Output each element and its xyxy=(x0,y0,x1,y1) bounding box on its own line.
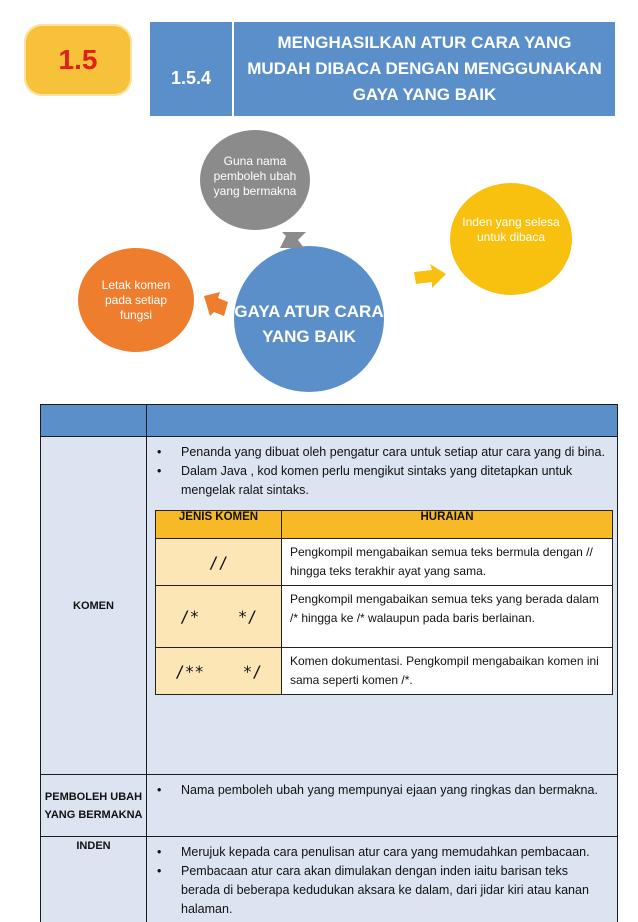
table-header-cell xyxy=(147,405,618,437)
comment-description: Komen dokumentasi. Pengkompil mengabaikan komen ini sama seperti komen /*. xyxy=(282,648,613,695)
table-row-inden xyxy=(41,837,618,922)
list-item: • Dalam Java , kod komen perlu mengikut sintaks yang ditetapkan untuk mengelak ralat sintaks. xyxy=(155,462,607,500)
bullet-list xyxy=(147,437,617,506)
inner-header-cell: HURAIAN xyxy=(282,511,613,539)
section-badge-label: 1.5 xyxy=(58,44,98,75)
inner-row xyxy=(156,539,613,586)
bullet-list xyxy=(147,837,617,922)
inner-header-row xyxy=(156,511,613,539)
comment-description: Pengkompil mengabaikan semua teks bermula dengan // hingga teks terakhir ayat yang sama. xyxy=(282,539,613,586)
inner-row xyxy=(156,586,613,648)
header-bar xyxy=(150,22,615,116)
table-row-variables xyxy=(41,775,618,837)
list-item: • Pembacaan atur cara akan dimulakan dengan inden iaitu barisan teks berada di beberapa kedudukan aksara ke dalam, dari jidar kiri atau kanan halaman. xyxy=(155,862,607,919)
comment-symbol: /* */ xyxy=(156,586,282,648)
bubble-center-good-style: GAYA ATUR CARA YANG BAIK xyxy=(234,246,384,392)
list-item: • Merujuk kepada cara penulisan atur cara yang memudahkan pembacaan. xyxy=(155,843,607,862)
style-table xyxy=(40,404,618,922)
bubble-indentation: Inden yang selesa untuk dibaca xyxy=(450,183,572,295)
arrow-right-icon xyxy=(412,262,448,290)
comment-symbol: // xyxy=(156,539,282,586)
section-badge xyxy=(24,24,132,96)
row-label: INDEN xyxy=(41,837,147,922)
row-label: PEMBOLEH UBAH YANG BERMAKNA xyxy=(41,775,147,837)
row-content xyxy=(147,837,618,922)
list-item: • Penanda yang dibuat oleh pengatur cara untuk setiap atur cara yang di bina. xyxy=(155,443,607,462)
inner-row xyxy=(156,648,613,695)
comment-types-table xyxy=(155,510,613,695)
row-content xyxy=(147,437,618,775)
bubble-variable-names: Guna nama pemboleh ubah yang bermakna xyxy=(200,130,310,230)
page-title: MENGHASILKAN ATUR CARA YANG MUDAH DIBACA DENGAN MENGGUNAKAN GAYA YANG BAIK xyxy=(247,33,602,104)
table-header-cell xyxy=(41,405,147,437)
subsection-number: 1.5.4 xyxy=(150,22,234,116)
comment-symbol: /** */ xyxy=(156,648,282,695)
bubble-comments: Letak komen pada setiap fungsi xyxy=(78,248,194,352)
table-row-komen xyxy=(41,437,618,775)
arrow-left-icon xyxy=(202,290,230,318)
row-label: KOMEN xyxy=(41,437,147,775)
inner-header-cell: JENIS KOMEN xyxy=(156,511,282,539)
bullet-list xyxy=(147,775,617,806)
list-item: • Nama pemboleh ubah yang mempunyai ejaan yang ringkas dan bermakna. xyxy=(155,781,607,800)
table-header-row xyxy=(41,405,618,437)
arrow-up-icon xyxy=(278,228,308,250)
comment-description: Pengkompil mengabaikan semua teks yang berada dalam /* hingga ke /* walaupun pada baris berlainan. xyxy=(282,586,613,648)
row-content xyxy=(147,775,618,837)
